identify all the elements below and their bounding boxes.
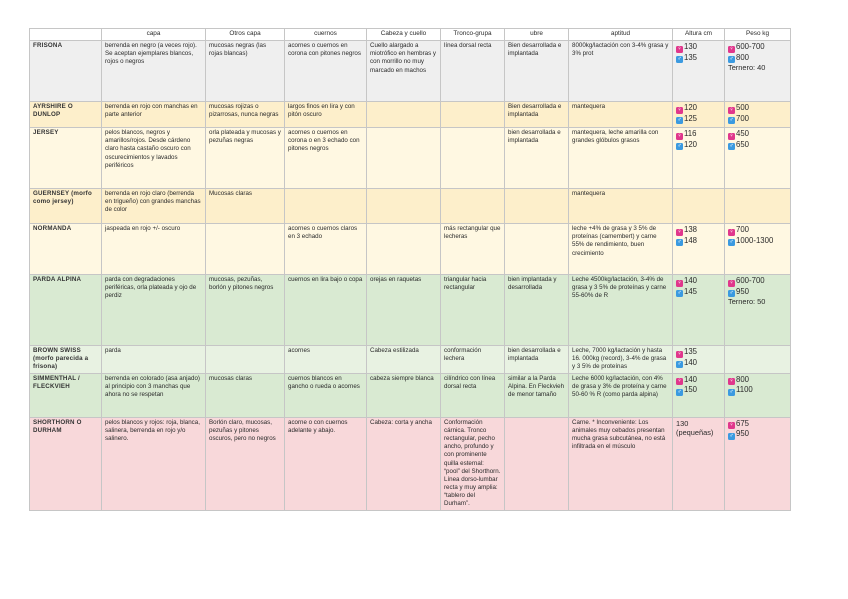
- cabeza-cuello-cell: Cabeza: corta y ancha: [367, 417, 441, 510]
- otros-capa-cell: mucosas rojizas o pizarrosas, nunca negras: [206, 102, 285, 128]
- altura-cell: [673, 41, 725, 102]
- peso-value-line: [728, 385, 787, 396]
- altura-cell: [673, 128, 725, 189]
- breed-name-cell: GUERNSEY (morfo como jersey): [30, 189, 102, 224]
- altura-value: 135: [684, 52, 698, 62]
- altura-cell: [673, 417, 725, 510]
- female-symbol-icon: ♀: [677, 350, 682, 357]
- cuernos-cell: acorne o con cuernos adelante y abajo.: [285, 417, 367, 510]
- ubre-cell: [505, 189, 569, 224]
- altura-cell: [673, 189, 725, 224]
- capa-cell: berrenda en colorado (asa anjado) al principio con 3 manchas que ahora no se respetan: [102, 373, 206, 417]
- capa-cell: berrenda en rojo claro (berrenda en trigueño) con grandes manchas de color: [102, 189, 206, 224]
- peso-value: 600-700: [736, 42, 765, 51]
- peso-cell: [725, 373, 791, 417]
- peso-cell: [725, 224, 791, 275]
- peso-value: 700: [736, 225, 750, 234]
- cabeza-cuello-cell: [367, 189, 441, 224]
- peso-cell: [725, 102, 791, 128]
- female-symbol-icon: ♀: [729, 45, 734, 52]
- altura-value-line: [676, 276, 721, 287]
- cabeza-cuello-cell: cabeza siempre blanca: [367, 373, 441, 417]
- altura-value: 130 (pequeñas): [676, 418, 714, 437]
- breed-row: [30, 128, 791, 189]
- peso-value: 1100: [736, 385, 753, 395]
- header-cell-breed: [30, 29, 102, 41]
- male-symbol-icon: ♂: [729, 432, 734, 439]
- tronco-grupa-cell: línea dorsal recta: [441, 41, 505, 102]
- altura-value-line: [676, 42, 721, 53]
- breed-name-cell: AYRSHIRE O DUNLOP: [30, 102, 102, 128]
- altura-value: 140: [684, 357, 698, 367]
- peso-value-line: [728, 276, 787, 287]
- tronco-grupa-cell: [441, 102, 505, 128]
- peso-value-line: [728, 287, 787, 298]
- male-symbol-icon: ♂: [729, 239, 734, 245]
- cabeza-cuello-cell: orejas en raquetas: [367, 275, 441, 346]
- altura-cell: [673, 346, 725, 374]
- male-symbol-icon: ♂: [729, 290, 734, 296]
- altura-value-line: [676, 236, 721, 247]
- altura-value: 140: [684, 374, 698, 384]
- male-symbol-icon: ♂: [677, 56, 682, 62]
- altura-value-line: [676, 358, 721, 369]
- altura-value-line: [676, 129, 721, 140]
- male-symbol-icon: ♂: [677, 290, 682, 296]
- cuernos-cell: acornes o cuernos claros en 3 echado: [285, 224, 367, 275]
- peso-value-line: [728, 419, 787, 430]
- peso-value-line: [728, 63, 787, 72]
- aptitud-cell: 8000kg/lactación con 3-4% grasa y 3% prot: [569, 41, 673, 102]
- breed-name-cell: PARDA ALPINA: [30, 275, 102, 346]
- peso-value-line: [728, 375, 787, 386]
- peso-value-line: [728, 114, 787, 125]
- peso-value: 675: [736, 418, 750, 428]
- breed-name-cell: JERSEY: [30, 128, 102, 189]
- female-symbol-icon: ♀: [677, 45, 682, 52]
- cuernos-cell: acornes o cuernos en corona o en 3 echado con pitones negros: [285, 128, 367, 189]
- altura-value-line: [676, 225, 721, 236]
- altura-value-line: [676, 287, 721, 298]
- altura-value: 120: [684, 103, 698, 112]
- altura-value-line: [676, 140, 721, 151]
- tronco-grupa-cell: cilíndrico con línea dorsal recta: [441, 373, 505, 417]
- male-symbol-icon: ♂: [729, 143, 734, 149]
- header-row: [30, 29, 791, 41]
- breed-row: [30, 224, 791, 275]
- aptitud-cell: Leche, 7000 kg/lactación y hasta 16. 000kg (record), 3-4% de grasa y 3 5% de proteínas: [569, 346, 673, 374]
- breed-row: [30, 275, 791, 346]
- ubre-cell: similar a la Parda Alpina. En Fleckvieh de menor tamaño: [505, 373, 569, 417]
- peso-value-line: [728, 225, 787, 236]
- cuernos-cell: acornes: [285, 346, 367, 374]
- ubre-cell: bien implantada y desarrollada: [505, 275, 569, 346]
- aptitud-cell: mantequera: [569, 102, 673, 128]
- breed-row: [30, 41, 791, 102]
- peso-value: 500: [736, 103, 750, 112]
- breed-row: [30, 417, 791, 510]
- otros-capa-cell: mucosas claras: [206, 373, 285, 417]
- tronco-grupa-cell: conformación lechera: [441, 346, 505, 374]
- breed-name-cell: NORMANDA: [30, 224, 102, 275]
- male-symbol-icon: ♂: [677, 143, 682, 149]
- peso-value-line: [728, 129, 787, 140]
- altura-value: 140: [684, 276, 698, 285]
- altura-value-line: [676, 53, 721, 64]
- header-cell-cabeza-cuello: Cabeza y cuello: [367, 29, 441, 41]
- altura-value: 125: [684, 113, 698, 123]
- altura-value-line: [676, 347, 721, 358]
- altura-cell: [673, 373, 725, 417]
- female-symbol-icon: ♀: [677, 106, 682, 113]
- altura-value-line: [676, 385, 721, 396]
- capa-cell: pelos blancos, negros y amarillos/rojos. Desde cárdeno claro hasta castaño oscuro con oscurecimientos y lavados periféricos: [102, 128, 206, 189]
- header-cell-cuernos: cuernos: [285, 29, 367, 41]
- breed-rows: [30, 41, 791, 511]
- male-symbol-icon: ♂: [729, 56, 734, 62]
- female-symbol-icon: ♀: [677, 279, 682, 286]
- altura-cell: [673, 275, 725, 346]
- header-cell-otros-capa: Otros capa: [206, 29, 285, 41]
- breed-row: [30, 189, 791, 224]
- peso-value: 950: [736, 286, 750, 296]
- capa-cell: parda: [102, 346, 206, 374]
- header-cell-altura: Altura cm: [673, 29, 725, 41]
- peso-value: 800: [736, 52, 750, 62]
- tronco-grupa-cell: [441, 189, 505, 224]
- breed-name-cell: FRISONA: [30, 41, 102, 102]
- otros-capa-cell: [206, 346, 285, 374]
- capa-cell: parda con degradaciones periféricas, orla plateada y ojo de perdiz: [102, 275, 206, 346]
- tronco-grupa-cell: [441, 128, 505, 189]
- peso-value: 650: [736, 139, 750, 149]
- peso-cell: [725, 128, 791, 189]
- peso-value: 950: [736, 429, 750, 439]
- cuernos-cell: cuernos blancos en gancho o rueda o acornes: [285, 373, 367, 417]
- altura-value: 120: [684, 139, 698, 149]
- cabeza-cuello-cell: [367, 224, 441, 275]
- breed-row: [30, 373, 791, 417]
- altura-value-line: [676, 419, 721, 438]
- altura-value-line: [676, 103, 721, 114]
- peso-value-line: [728, 236, 787, 247]
- male-symbol-icon: ♂: [677, 388, 682, 395]
- peso-cell: [725, 417, 791, 510]
- breeds-table: [29, 28, 791, 511]
- male-symbol-icon: ♂: [729, 388, 734, 395]
- peso-value-line: [728, 53, 787, 64]
- male-symbol-icon: ♂: [677, 239, 682, 245]
- cabeza-cuello-cell: Cabeza estilizada: [367, 346, 441, 374]
- aptitud-cell: Carne. * Inconveniente: Los animales muy cebados presentan mucha grasa subcutánea, no está infiltrada en el músculo: [569, 417, 673, 510]
- tronco-grupa-cell: triangular hacia rectangular: [441, 275, 505, 346]
- peso-value: Ternero: 40: [728, 63, 766, 72]
- breed-name-cell: SHORTHORN O DURHAM: [30, 417, 102, 510]
- female-symbol-icon: ♀: [729, 228, 734, 235]
- tronco-grupa-cell: Conformación cárnica. Tronco rectangular, pecho ancho, profundo y con prominente quilla esternal: “pool” del Shorthorn. Línea dorso-lumbar recta y muy amplia: “tablero del Durham”.: [441, 417, 505, 510]
- female-symbol-icon: ♀: [729, 132, 734, 139]
- header-cell-tronco-grupa: Tronco-grupa: [441, 29, 505, 41]
- peso-value: 800: [736, 374, 750, 384]
- capa-cell: berrenda en rojo con manchas en parte anterior: [102, 102, 206, 128]
- altura-value: 116: [684, 129, 697, 138]
- peso-cell: [725, 275, 791, 346]
- altura-value: 150: [684, 385, 698, 395]
- cuernos-cell: [285, 189, 367, 224]
- ubre-cell: Bien desarrollada e implantada: [505, 102, 569, 128]
- male-symbol-icon: ♂: [729, 117, 734, 123]
- otros-capa-cell: Borlón claro, mucosas, pezuñas y pitones oscuros, pero no negros: [206, 417, 285, 510]
- breed-name-cell: BROWN SWISS (morfo parecida a frisona): [30, 346, 102, 374]
- cabeza-cuello-cell: Cuello alargado a miotrófico en hembras y con morrillo no muy marcado en machos: [367, 41, 441, 102]
- ubre-cell: bien desarrollada e implantada: [505, 128, 569, 189]
- altura-value: 135: [684, 347, 698, 356]
- male-symbol-icon: ♂: [677, 361, 682, 367]
- female-symbol-icon: ♀: [677, 228, 682, 235]
- cabeza-cuello-cell: [367, 128, 441, 189]
- breed-row: [30, 102, 791, 128]
- capa-cell: berrenda en negro (a veces rojo). Se aceptan ejemplares blancos, rojos o negros: [102, 41, 206, 102]
- aptitud-cell: mantequera: [569, 189, 673, 224]
- altura-cell: [673, 224, 725, 275]
- aptitud-cell: mantequera, leche amarilla con grandes glóbulos grasos: [569, 128, 673, 189]
- otros-capa-cell: mucosas, pezuñas, borlón y pitones negros: [206, 275, 285, 346]
- altura-value: 145: [684, 286, 698, 296]
- male-symbol-icon: ♂: [677, 117, 682, 123]
- header-cell-ubre: ubre: [505, 29, 569, 41]
- altura-value: 130: [684, 42, 698, 51]
- female-symbol-icon: ♀: [729, 106, 734, 113]
- header-cell-aptitud: aptitud: [569, 29, 673, 41]
- female-symbol-icon: ♀: [729, 422, 734, 429]
- peso-value-line: [728, 140, 787, 151]
- ubre-cell: [505, 224, 569, 275]
- peso-cell: [725, 346, 791, 374]
- peso-value: 1000-1300: [736, 235, 774, 245]
- peso-cell: [725, 41, 791, 102]
- peso-value: 450: [736, 129, 750, 138]
- header-cell-peso: Peso kg: [725, 29, 791, 41]
- altura-value-line: [676, 114, 721, 125]
- female-symbol-icon: ♀: [677, 132, 682, 139]
- altura-value: 148: [684, 235, 698, 245]
- female-symbol-icon: ♀: [729, 378, 734, 385]
- altura-value: 138: [684, 225, 698, 234]
- otros-capa-cell: [206, 224, 285, 275]
- peso-cell: [725, 189, 791, 224]
- female-symbol-icon: ♀: [677, 378, 682, 385]
- peso-value-line: [728, 429, 787, 440]
- peso-value: 600-700: [736, 276, 765, 285]
- capa-cell: jaspeada en rojo +/- oscuro: [102, 224, 206, 275]
- aptitud-cell: leche +4% de grasa y 3 5% de proteínas (camembert) y carne 55% de rendimiento, buen crecimiento: [569, 224, 673, 275]
- ubre-cell: bien desarrollada e implantada: [505, 346, 569, 374]
- altura-cell: [673, 102, 725, 128]
- header-cell-capa: capa: [102, 29, 206, 41]
- cuernos-cell: largos finos en lira y con pitón oscuro: [285, 102, 367, 128]
- otros-capa-cell: Mucosas claras: [206, 189, 285, 224]
- otros-capa-cell: mucosas negras (las rojas blancas): [206, 41, 285, 102]
- cuernos-cell: cuernos en lira bajo o copa: [285, 275, 367, 346]
- peso-value-line: [728, 42, 787, 53]
- peso-value: Ternero: 50: [728, 297, 766, 306]
- ubre-cell: [505, 417, 569, 510]
- capa-cell: pelos blancos y rojos: roja, blanca, salinera, berrenda en rojo y/o salinero.: [102, 417, 206, 510]
- peso-value-line: [728, 103, 787, 114]
- aptitud-cell: Leche 4500kg/lactación, 3-4% de grasa y 3 5% de proteínas y carne 55-60% de R: [569, 275, 673, 346]
- breed-row: [30, 346, 791, 374]
- peso-value-line: [728, 297, 787, 306]
- altura-value-line: [676, 375, 721, 386]
- breed-name-cell: SIMMENTHAL / FLECKVIEH: [30, 373, 102, 417]
- female-symbol-icon: ♀: [729, 279, 734, 286]
- cabeza-cuello-cell: [367, 102, 441, 128]
- cuernos-cell: acornes o cuernos en corona con pitones negros: [285, 41, 367, 102]
- tronco-grupa-cell: más rectangular que lecheras: [441, 224, 505, 275]
- aptitud-cell: Leche 6000 kg/lactación, con 4% de grasa y 3% de proteína y carne 50-60 % R (como parda alpina): [569, 373, 673, 417]
- peso-value: 700: [736, 113, 750, 123]
- ubre-cell: Bien desarrollada e implantada: [505, 41, 569, 102]
- otros-capa-cell: orla plateada y mucosas y pezuñas negras: [206, 128, 285, 189]
